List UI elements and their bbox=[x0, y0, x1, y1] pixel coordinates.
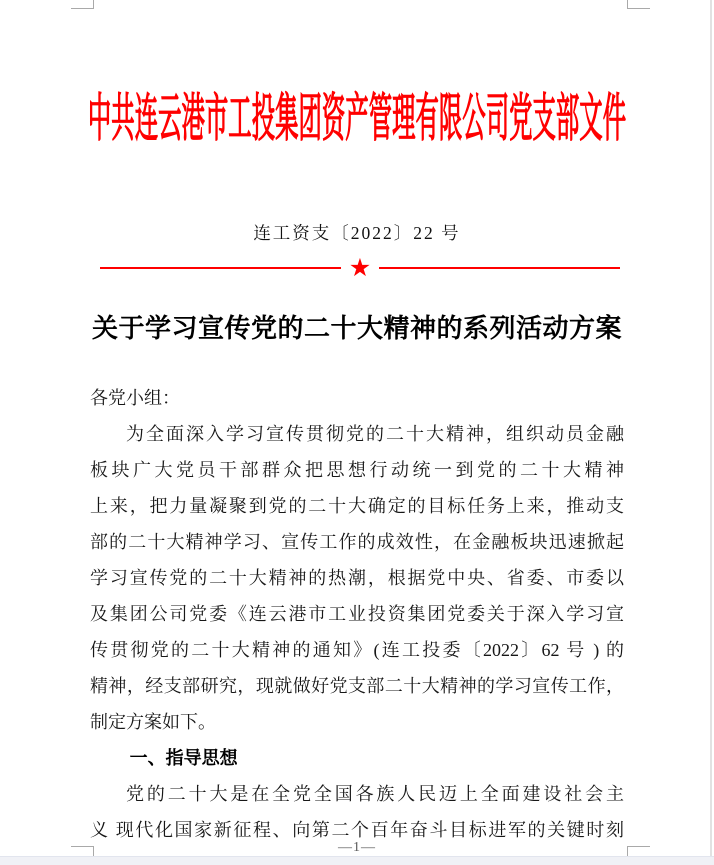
body-line: 义 现代化国家新征程、向第二个百年奋斗目标进军的关键时刻 bbox=[90, 820, 624, 840]
body-line: 及集团公司党委《连云港市工业投资集团党委关于深入学习宣 bbox=[90, 604, 624, 624]
body-line: 传贯彻党的二十大精神的通知》(连工投委〔2022〕62 号 ) 的 bbox=[90, 640, 624, 660]
red-rule-left bbox=[100, 267, 341, 269]
document-number: 连工资支〔2022〕22 号 bbox=[253, 223, 461, 243]
body-line: 上来，把力量凝聚到党的二十大确定的目标任务上来，推动支 bbox=[90, 496, 624, 516]
body-line: 学习宣传党的二十大精神的热潮，根据党中央、省委、市委以 bbox=[90, 568, 624, 588]
section-heading: 一、指导思想 bbox=[129, 748, 238, 768]
body-line: 板块广大党员干部群众把思想行动统一到党的二十大精神 bbox=[90, 460, 624, 480]
letterhead-text: 中共连云港市工投集团资产管理有限公司党支部文件 bbox=[87, 90, 627, 148]
document-title: 关于学习宣传党的二十大精神的系列活动方案 bbox=[91, 313, 622, 343]
document-body bbox=[90, 380, 624, 848]
crop-mark-top-left bbox=[71, 0, 94, 9]
red-divider bbox=[100, 253, 620, 282]
star-icon: ★ bbox=[348, 253, 372, 282]
page-edge-bottom bbox=[0, 856, 714, 865]
body-line: 为全面深入学习宣传贯彻党的二十大精神，组织动员金融 bbox=[126, 424, 624, 444]
body-line: 制定方案如下。 bbox=[90, 712, 216, 732]
crop-mark-top-right bbox=[627, 0, 650, 9]
page-number: —1— bbox=[338, 840, 376, 855]
body-line: 精神，经支部研究，现就做好党支部二十大精神的学习宣传工作， bbox=[90, 676, 624, 696]
greeting-line: 各党小组： bbox=[90, 388, 180, 408]
body-line: 部的二十大精神学习、宣传工作的成效性，在金融板块迅速掀起 bbox=[90, 532, 624, 552]
letterhead-banner bbox=[0, 78, 714, 148]
body-line: 党的二十大是在全党全国各族人民迈上全面建设社会主 bbox=[126, 784, 624, 804]
red-rule-right bbox=[379, 267, 620, 269]
